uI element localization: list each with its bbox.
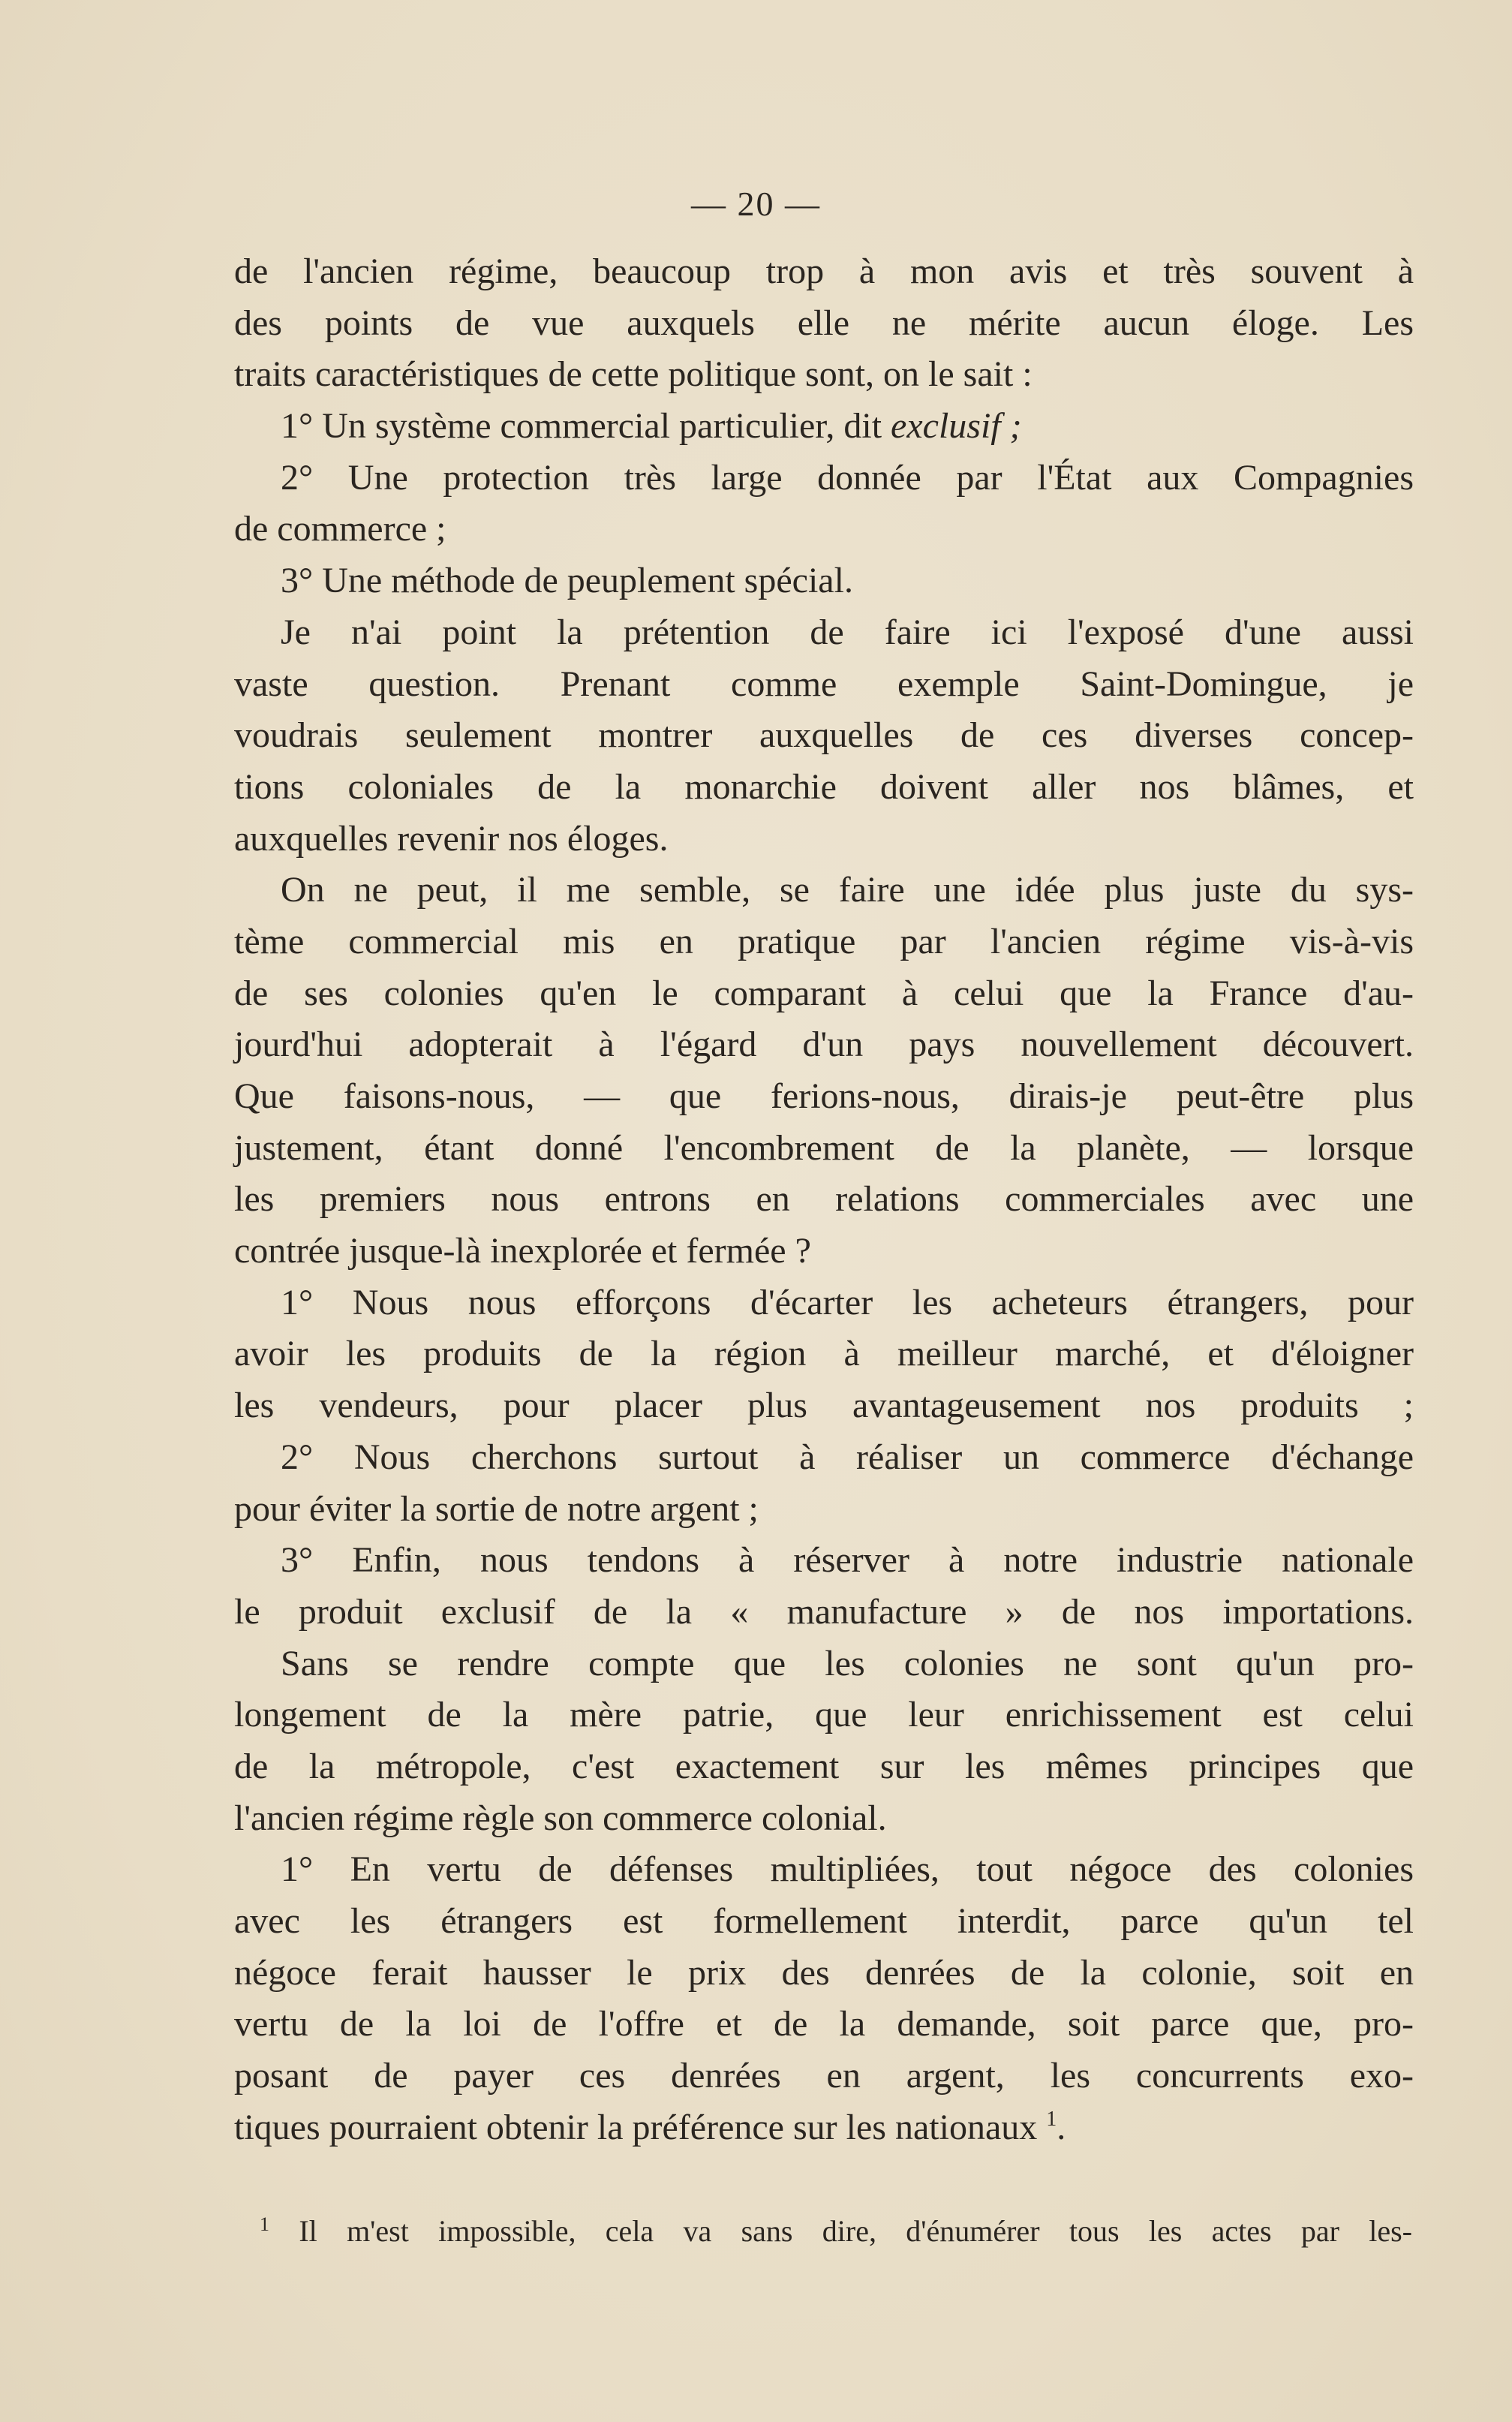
- text-line: Sans se rendre compte que les colonies ne sont qu'un pro-: [281, 1643, 1414, 1683]
- text-line: vertu de la loi de l'offre et de la demande, soit parce que, pro-: [234, 2004, 1414, 2044]
- text-line: On ne peut, il me semble, se faire une idée plus juste du sys-: [281, 870, 1414, 910]
- text-line: avec les étrangers est formellement interdit, parce qu'un tel: [234, 1901, 1414, 1941]
- page-number: — 20 —: [691, 185, 821, 223]
- text-line: des points de vue auxquels elle ne mérite aucun éloge. Les: [234, 302, 1414, 343]
- text-line: l'ancien régime règle son commerce colonial.: [234, 1798, 887, 1838]
- emphasis-exclusif: exclusif ;: [891, 406, 1022, 447]
- text-line-end: .: [1057, 2107, 1066, 2147]
- footnote: [260, 2210, 1412, 2252]
- text-line: de ses colonies qu'en le comparant à celui que la France d'au-: [234, 973, 1414, 1013]
- text-line: de la métropole, c'est exactement sur les mêmes principes que: [234, 1746, 1414, 1786]
- text-line: 3° Enfin, nous tendons à réserver à notre industrie nationale: [281, 1540, 1414, 1581]
- footnote-marker: 1: [260, 2213, 269, 2235]
- text-line: contrée jusque-là inexplorée et fermée ?: [234, 1231, 811, 1271]
- text-line: 2° Nous cherchons surtout à réaliser un commerce d'échange: [281, 1437, 1414, 1477]
- text-line: [234, 2102, 1414, 2154]
- text-line: les vendeurs, pour placer plus avantageusement nos produits ;: [234, 1386, 1414, 1426]
- text-line: 2° Une protection très large donnée par l'État aux Compagnies: [281, 457, 1414, 498]
- text-line: traits caractéristiques de cette politique sont, on le sait :: [234, 354, 1033, 395]
- text-line: de l'ancien régime, beaucoup trop à mon avis et très souvent à: [234, 251, 1414, 291]
- text-line: longement de la mère patrie, que leur enrichissement est celui: [234, 1695, 1414, 1735]
- text-line: tions coloniales de la monarchie doivent aller nos blâmes, et: [234, 766, 1414, 807]
- text-line: pour éviter la sortie de notre argent ;: [234, 1488, 759, 1529]
- text-line: 1° En vertu de défenses multipliées, tout négoce des colonies: [281, 1849, 1414, 1890]
- text-line: tème commercial mis en pratique par l'ancien régime vis-à-vis: [234, 921, 1414, 961]
- text-line: jourd'hui adopterait à l'égard d'un pays nouvellement découvert.: [234, 1024, 1414, 1065]
- text-line: [234, 401, 1414, 453]
- text-line: auxquelles revenir nos éloges.: [234, 818, 669, 859]
- text-line: Je n'ai point la prétention de faire ici l'exposé d'une aussi: [281, 612, 1414, 652]
- text-line: posant de payer ces denrées en argent, les concurrents exo-: [234, 2056, 1414, 2096]
- body-text: [234, 246, 1414, 2153]
- text-line: le produit exclusif de la « manufacture » de nos importations.: [234, 1591, 1414, 1632]
- text-line: vaste question. Prenant comme exemple Saint-Domingue, je: [234, 663, 1414, 704]
- text-line: justement, étant donné l'encombrement de la planète, — lorsque: [234, 1127, 1414, 1168]
- text-line: Que faisons-nous, — que ferions-nous, dirais-je peut-être plus: [234, 1076, 1414, 1116]
- text-line: les premiers nous entrons en relations commerciales avec une: [234, 1179, 1414, 1220]
- text-line: 3° Une méthode de peuplement spécial.: [281, 561, 853, 601]
- text-line-start: 1° Un système commercial particulier, dit: [281, 406, 891, 447]
- text-line-start: tiques pourraient obtenir la préférence sur les nationaux: [234, 2107, 1047, 2147]
- text-line: négoce ferait hausser le prix des denrées de la colonie, soit en: [234, 1952, 1414, 1993]
- footnote-text: Il m'est impossible, cela va sans dire, d'énumérer tous les actes par les-: [269, 2214, 1412, 2248]
- text-line: avoir les produits de la région à meilleur marché, et d'éloigner: [234, 1334, 1414, 1374]
- text-line: voudrais seulement montrer auxquelles de ces diverses concep-: [234, 715, 1414, 756]
- footnote-reference: 1: [1046, 2107, 1057, 2131]
- text-line: 1° Nous nous efforçons d'écarter les acheteurs étrangers, pour: [281, 1282, 1414, 1322]
- text-line: de commerce ;: [234, 509, 446, 549]
